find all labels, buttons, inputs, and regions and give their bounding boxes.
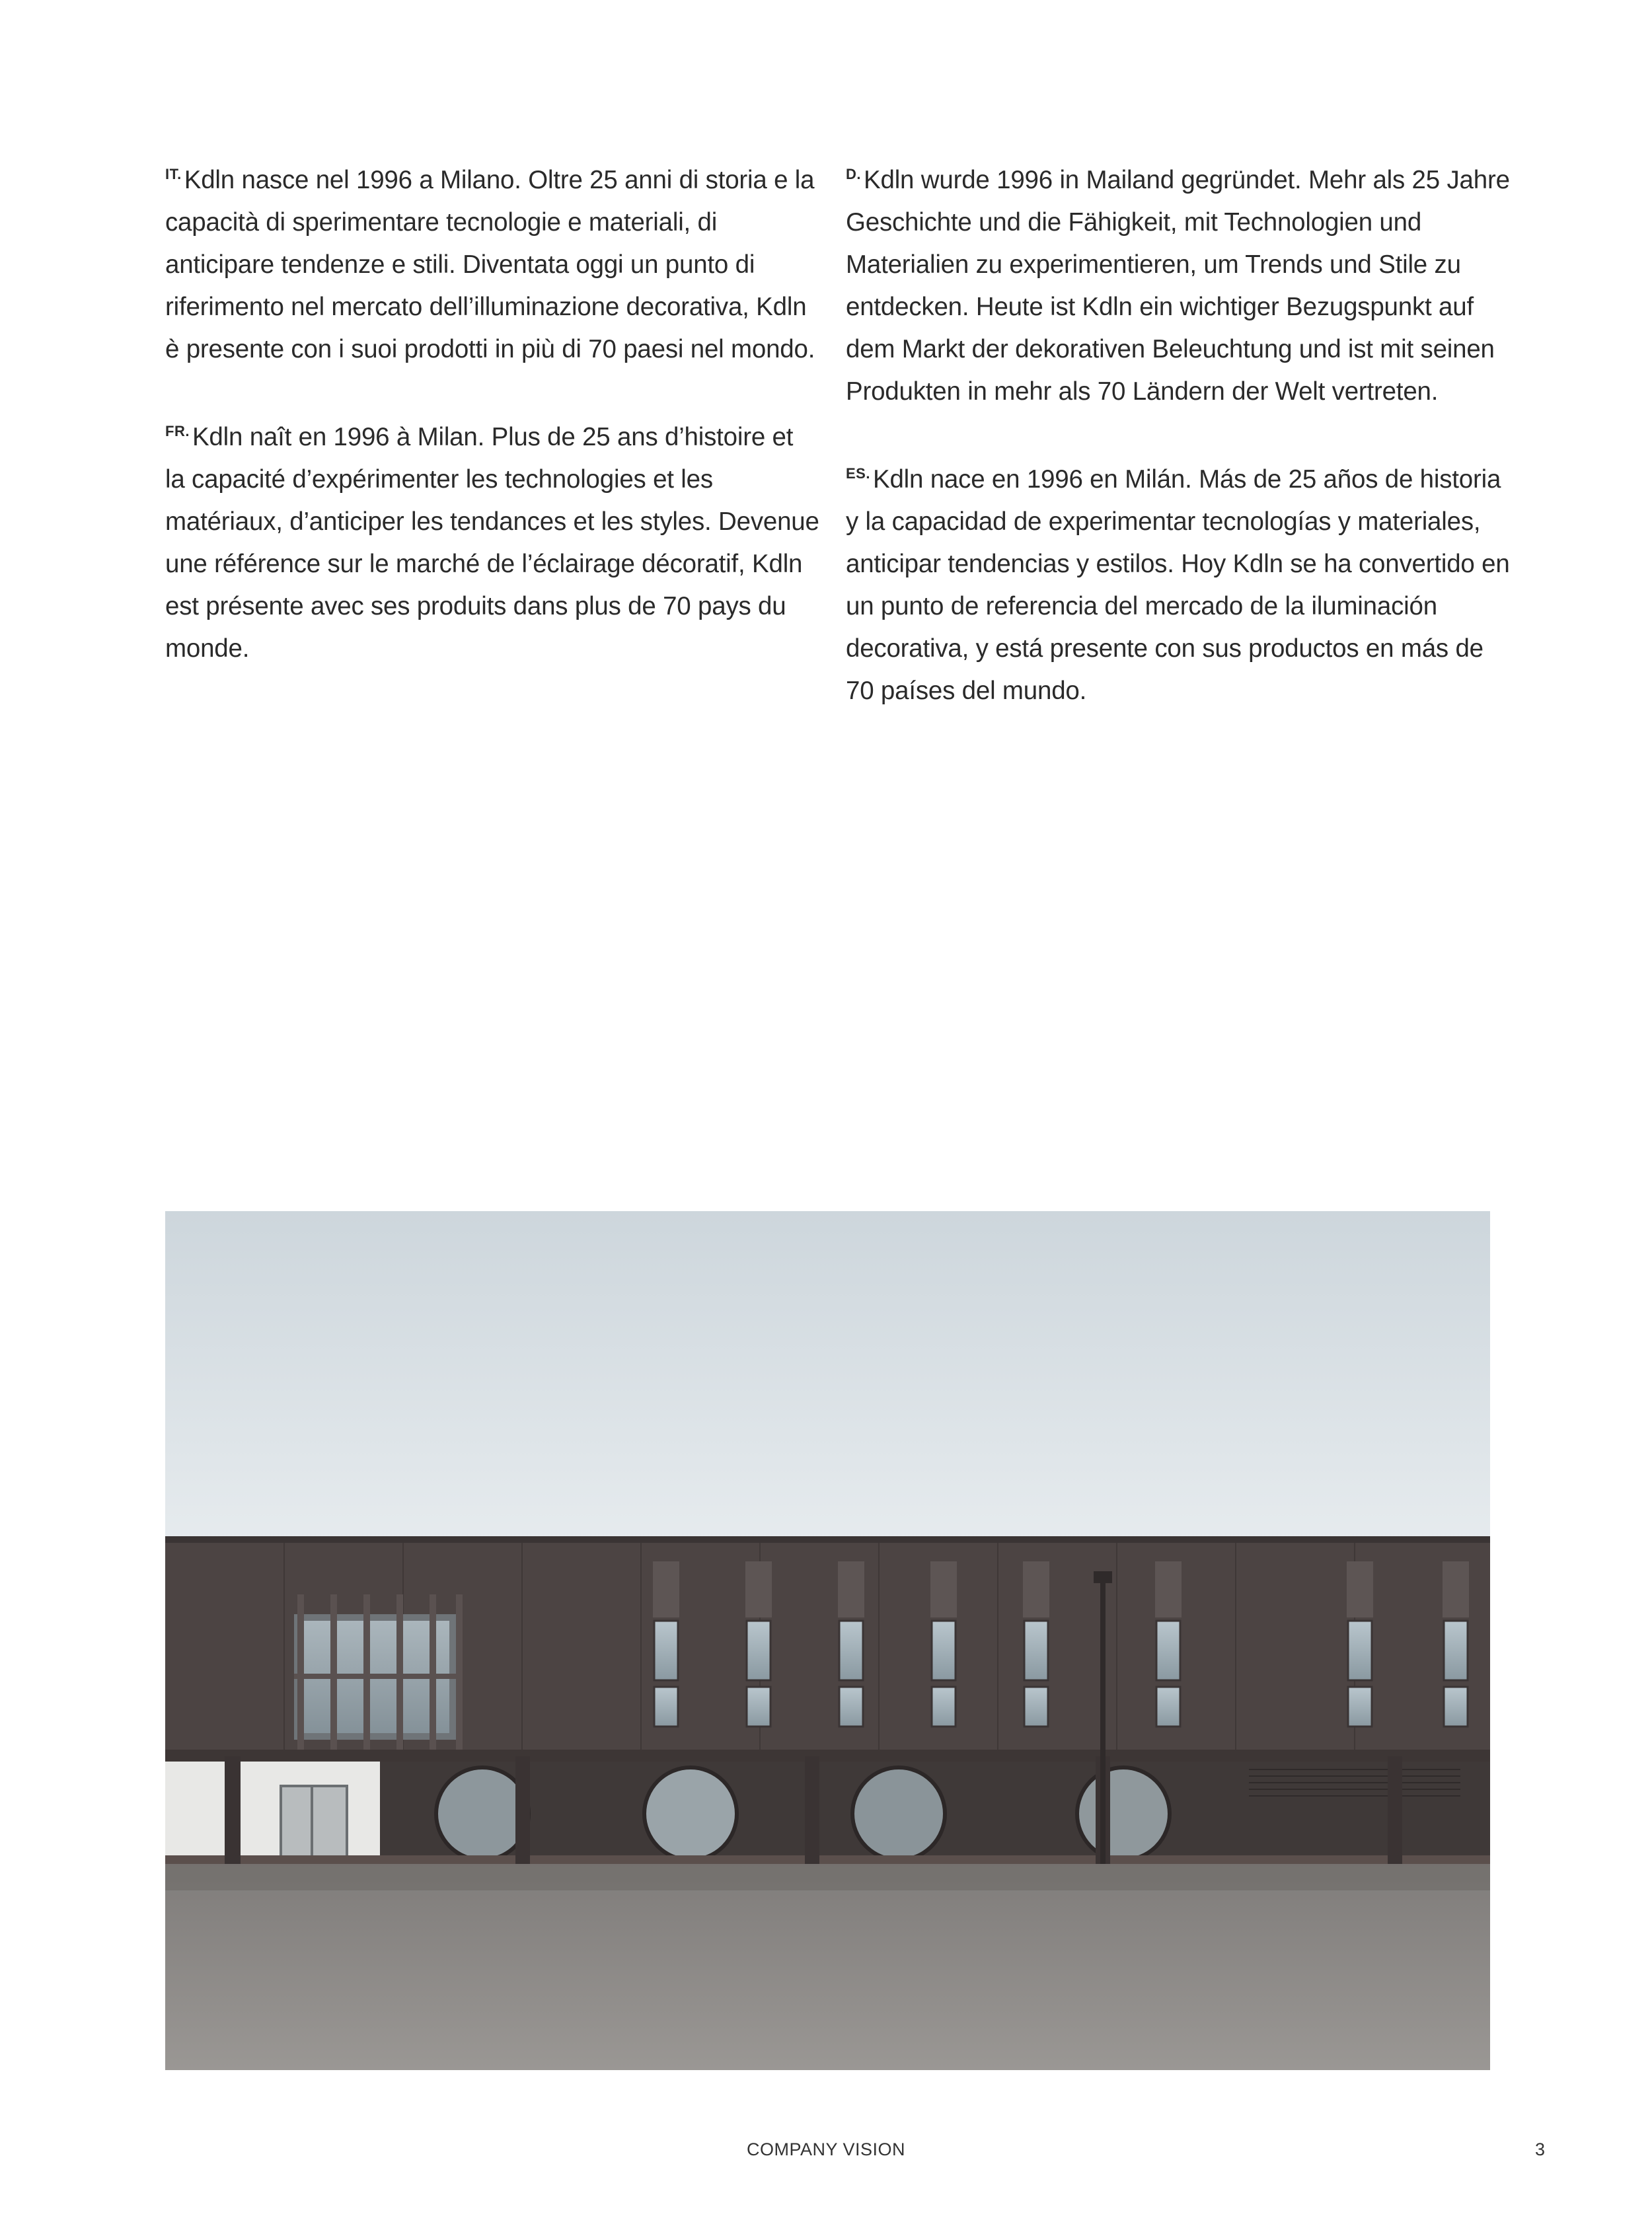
language-tag-es: ES. — [846, 465, 870, 482]
paragraph-german — [846, 153, 1513, 413]
paragraph-text-de: Kdln wurde 1996 in Mailand gegründet. Mehr als 25 Jahre Geschichte und die Fähigkeit, mit Technologien und Materialien zu experimentieren, um Trends und Stile zu entdecken. Heute ist Kdln ein wichtiger Bezugspunkt auf dem Markt der dekorativen Beleuchtung und ist mit seinen Produkten in mehr als 70 Ländern der Welt vertreten. — [846, 166, 1510, 406]
paragraph-text-es: Kdln nace en 1996 en Milán. Más de 25 años de historia y la capacidad de experimentar tecnologías y materiales, anticipar tendencias y estilos. Hoy Kdln se ha convertido en un punto de referencia del mercado de la iluminación decorativa, y está presente con sus productos en más de 70 países del mundo. — [846, 465, 1510, 705]
paragraph-text-fr: Kdln naît en 1996 à Milan. Plus de 25 ans d’histoire et la capacité d’expérimenter les technologies et les matériaux, d’anticiper les tendances et les styles. Devenue une référence sur le marché de l’éclairage décoratif, Kdln est présente avec ses produits dans plus de 70 pays du monde. — [165, 423, 819, 663]
footer-section-title: COMPANY VISION — [746, 2139, 906, 2159]
language-tag-de: D. — [846, 166, 861, 182]
language-tag-it: IT. — [165, 166, 182, 182]
overhang-beam — [165, 1750, 1490, 1762]
paragraph-spanish — [846, 453, 1513, 712]
paragraph-french — [165, 410, 819, 670]
page-number: 3 — [1534, 2139, 1545, 2159]
building-photo — [165, 1211, 1490, 2070]
paragraph-italian — [165, 153, 819, 371]
language-tag-fr: FR. — [165, 423, 190, 439]
brick-base — [165, 1855, 1490, 1865]
entrance-door — [281, 1786, 347, 1864]
right-column — [846, 153, 1513, 752]
left-column — [165, 153, 819, 710]
upper-window-block — [294, 1594, 463, 1753]
paragraph-text-it: Kdln nasce nel 1996 a Milano. Oltre 25 anni di storia e la capacità di sperimentare tecnologie e materiali, di anticipare tendenze e stili. Diventata oggi un punto di riferimento nel mercato dell’illuminazione decorativa, Kdln è presente con i suoi prodotti in più di 70 paesi nel mondo. — [165, 166, 815, 363]
sky — [165, 1211, 1490, 1542]
ground — [165, 1864, 1490, 2070]
